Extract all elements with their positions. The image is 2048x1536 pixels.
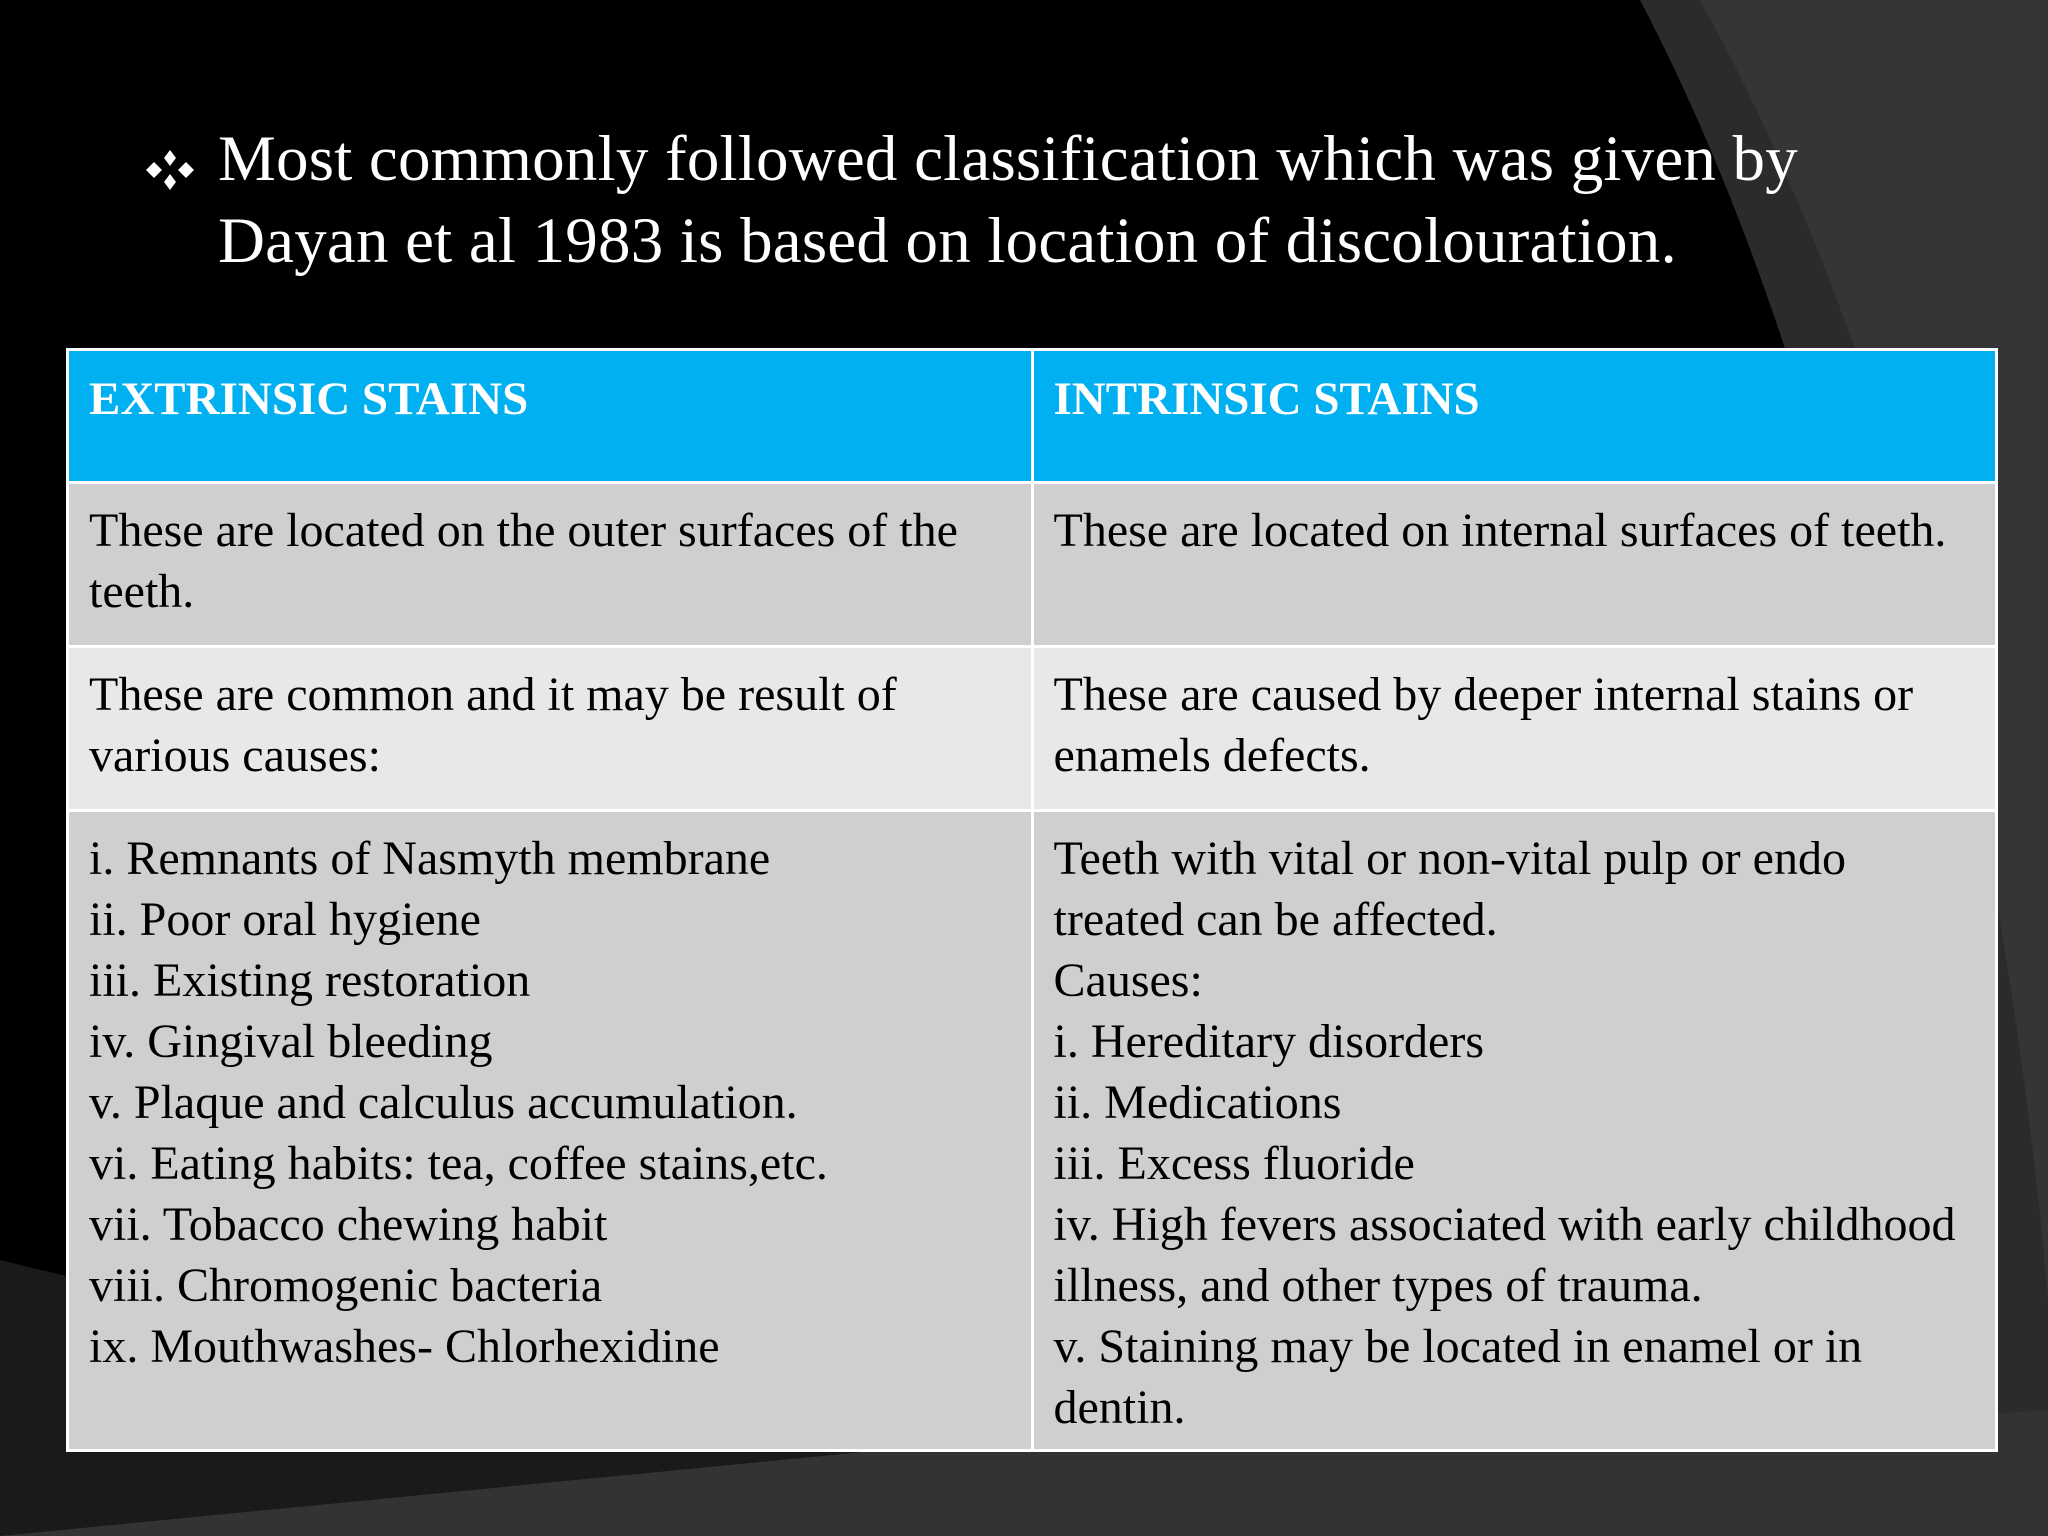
list-item: i. Remnants of Nasmyth membrane xyxy=(89,832,771,885)
extrinsic-causes-list-cell xyxy=(68,811,1033,1451)
intro-bullet xyxy=(140,118,1940,282)
intrinsic-causes-list-cell xyxy=(1032,811,1997,1451)
stains-table xyxy=(66,348,1998,1452)
intrinsic-location-cell: These are located on internal surfaces of teeth. xyxy=(1032,483,1997,647)
table-row xyxy=(68,647,1997,811)
list-item: iii. Excess fluoride xyxy=(1053,1137,1415,1190)
list-item: iv. High fevers associated with early childhood illness, and other types of trauma. xyxy=(1053,1198,1968,1312)
list-item: ii. Medications xyxy=(1053,1076,1342,1129)
list-item: ix. Mouthwashes- Chlorhexidine xyxy=(89,1320,720,1373)
list-item: ii. Poor oral hygiene xyxy=(89,893,481,946)
extrinsic-causes-intro-cell: These are common and it may be result of various causes: xyxy=(68,647,1033,811)
list-item: iv. Gingival bleeding xyxy=(89,1015,493,1068)
table-row xyxy=(68,811,1997,1451)
header-intrinsic: INTRINSIC STAINS xyxy=(1032,350,1997,483)
extrinsic-location-cell: These are located on the outer surfaces of the teeth. xyxy=(68,483,1033,647)
list-item: Causes: xyxy=(1053,954,1203,1007)
intrinsic-causes-intro-cell: These are caused by deeper internal stains or enamels defects. xyxy=(1032,647,1997,811)
list-item: Teeth with vital or non-vital pulp or endo treated can be affected. xyxy=(1053,832,1858,946)
list-item: v. Staining may be located in enamel or in dentin. xyxy=(1053,1320,1875,1434)
table-header-row xyxy=(68,350,1997,483)
list-item: vii. Tobacco chewing habit xyxy=(89,1198,608,1251)
list-item: viii. Chromogenic bacteria xyxy=(89,1259,603,1312)
list-item: vi. Eating habits: tea, coffee stains,etc. xyxy=(89,1137,828,1190)
list-item: i. Hereditary disorders xyxy=(1053,1015,1485,1068)
intro-text: Most commonly followed classification which was given by Dayan et al 1983 is based on location of discolouration. xyxy=(218,123,1798,277)
list-item: v. Plaque and calculus accumulation. xyxy=(89,1076,798,1129)
four-diamond-bullet-icon xyxy=(140,140,200,200)
table-row xyxy=(68,483,1997,647)
header-extrinsic: EXTRINSIC STAINS xyxy=(68,350,1033,483)
list-item: iii. Existing restoration xyxy=(89,954,531,1007)
